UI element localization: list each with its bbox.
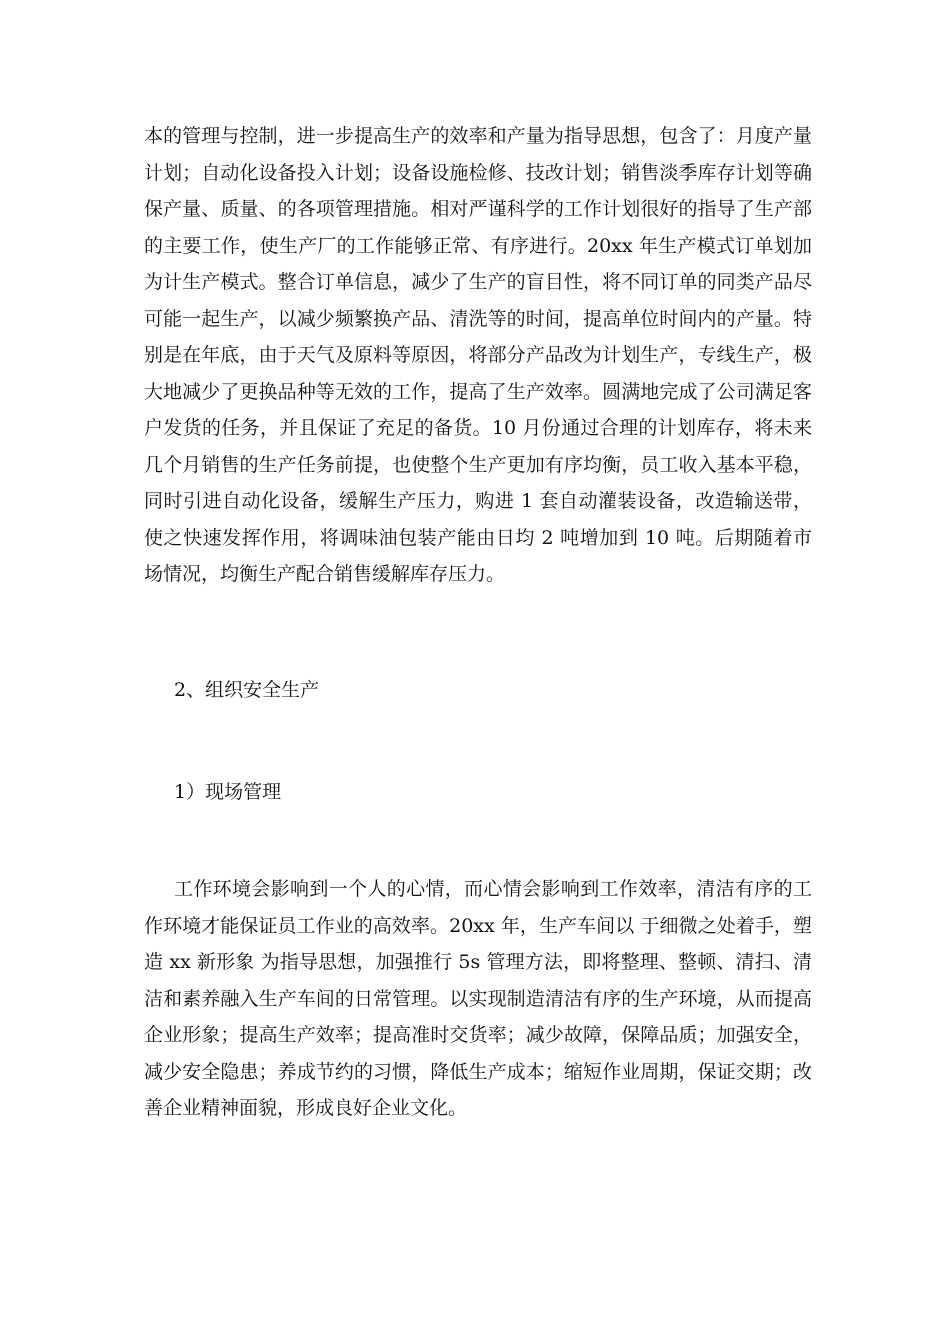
body-paragraph-production-planning: 本的管理与控制，进一步提高生产的效率和产量为指导思想，包含了：月度产量计划；自动化设备投入计划；设备设施检修、技改计划；销售淡季库存计划等确保产量、质量、的各项管理措施。相对严谨科学的工作计划很好的指导了生产部的主要工作，使生产厂的工作能够正常、有序进行。20xx 年生产模式订单划加为计生产模式。整合订单信息，减少了生产的盲目性，将不同订单的同类产品尽可能一起生产，以减少频繁换产品、清洗等的时间，提高单位时间内的产量。特别是在年底，由于天气及原料等原因，将部分产品改为计划生产，专线生产，极大地减少了更换品种等无效的工作，提高了生产效率。圆满地完成了公司满足客户发货的任务，并且保证了充足的备货。10 月份通过合理的计划库存，将未来几个月销售的生产任务前提，也使整个生产更加有序均衡，员工收入基本平稳，同时引进自动化设备，缓解生产压力，购进 1 套自动灌装设备，改造输送带，使之快速发挥作用，将调味油包装产能由日均 2 吨增加到 10 吨。后期随着市场情况，均衡生产配合销售缓解库存压力。	[144, 125, 812, 585]
subsection-heading-site-management: 1）现场管理	[174, 781, 282, 803]
section-heading-safe-production: 2、组织安全生产	[174, 679, 320, 701]
body-paragraph-work-environment: 工作环境会影响到一个人的心情，而心情会影响到工作效率，清洁有序的工作环境才能保证员工作业的高效率。20xx 年，生产车间以 于细微之处着手，塑造 xx 新形象 为指导思想，加强推行 5s 管理方法，即将整理、整顿、清扫、清洁和素养融入生产车间的日常管理。以实现制造清洁有序的生产环境，从而提高企业形象；提高生产效率；提高准时交货率；减少故障，保障品质；加强安全，减少安全隐患；养成节约的习惯，降低生产成本；缩短作业周期，保证交期；改善企业精神面貌，形成良好企业文化。	[144, 878, 812, 1119]
